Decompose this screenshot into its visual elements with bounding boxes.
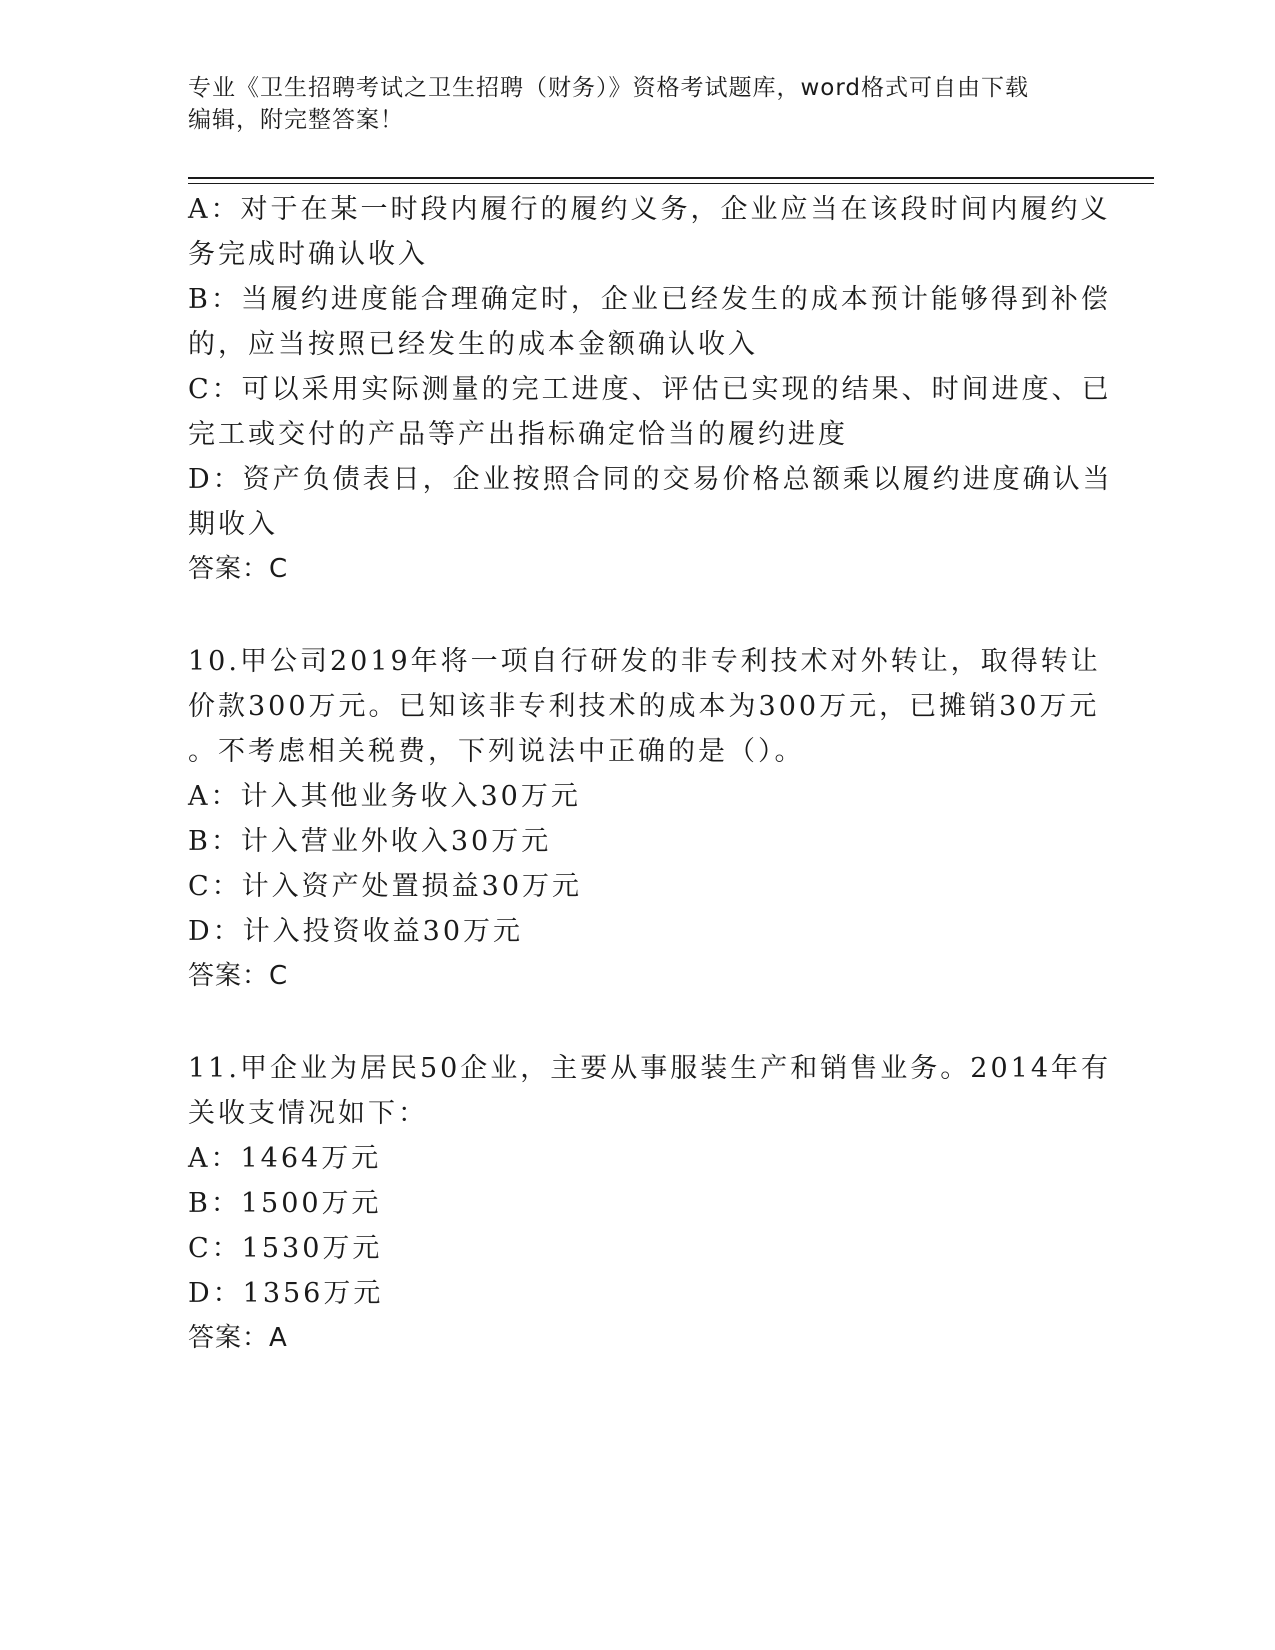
question-10: [188, 639, 1101, 999]
question-spacer: [188, 592, 1068, 639]
q11-option-a: A：1464万元: [188, 1143, 382, 1174]
q10-stem-line-2: 价款300万元。已知该非专利技术的成本为300万元，已摊销30万元: [188, 691, 1100, 722]
header-divider-thick: [188, 177, 1154, 179]
q11-option-d: D：1356万元: [188, 1278, 384, 1309]
q9-option-a-line-2: 务完成时确认收入: [188, 239, 428, 270]
q9-option-d-line-2: 期收入: [188, 509, 278, 540]
q11-stem-line-1: 11.甲企业为居民50企业，主要从事服装生产和销售业务。2014年有: [188, 1053, 1112, 1084]
q10-option-b: B：计入营业外收入30万元: [188, 826, 552, 857]
q10-answer: 答案：C: [188, 961, 289, 991]
q10-option-a: A：计入其他业务收入30万元: [188, 781, 581, 812]
document-header: [188, 72, 1068, 136]
header-divider-thin: [188, 183, 1154, 184]
q10-stem-line-1: 10.甲公司2019年将一项自行研发的非专利技术对外转让，取得转让: [188, 646, 1101, 677]
q9-option-c-line-2: 完工或交付的产品等产出指标确定恰当的履约进度: [188, 419, 848, 450]
header-line-1: 专业《卫生招聘考试之卫生招聘（财务）》资格考试题库，word格式可自由下载: [188, 75, 1030, 101]
q9-option-a-line-1: A：对于在某一时段内履行的履约义务，企业应当在该段时间内履约义: [188, 194, 1111, 225]
q9-answer: 答案：C: [188, 554, 289, 584]
q10-stem-line-3: 。不考虑相关税费，下列说法中正确的是（）。: [188, 736, 805, 767]
question-content: [188, 187, 1113, 1361]
q9-option-b-line-1: B：当履约进度能合理确定时，企业已经发生的成本预计能够得到补偿: [188, 284, 1111, 315]
q9-option-b-line-2: 的，应当按照已经发生的成本金额确认收入: [188, 329, 758, 360]
header-line-2: 编辑，附完整答案！: [188, 107, 404, 133]
q11-option-b: B：1500万元: [188, 1188, 382, 1219]
q10-option-d: D：计入投资收益30万元: [188, 916, 524, 947]
q9-option-c-line-1: C：可以采用实际测量的完工进度、评估已实现的结果、时间进度、已: [188, 374, 1112, 405]
question-9: [188, 187, 1113, 592]
q11-option-c: C：1530万元: [188, 1233, 383, 1264]
q9-option-d-line-1: D：资产负债表日，企业按照合同的交易价格总额乘以履约进度确认当: [188, 464, 1113, 495]
question-11: [188, 1046, 1112, 1361]
q11-answer: 答案：A: [188, 1323, 288, 1353]
q11-stem-line-2: 关收支情况如下：: [188, 1098, 428, 1129]
q10-option-c: C：计入资产处置损益30万元: [188, 871, 583, 902]
question-spacer: [188, 999, 1068, 1046]
